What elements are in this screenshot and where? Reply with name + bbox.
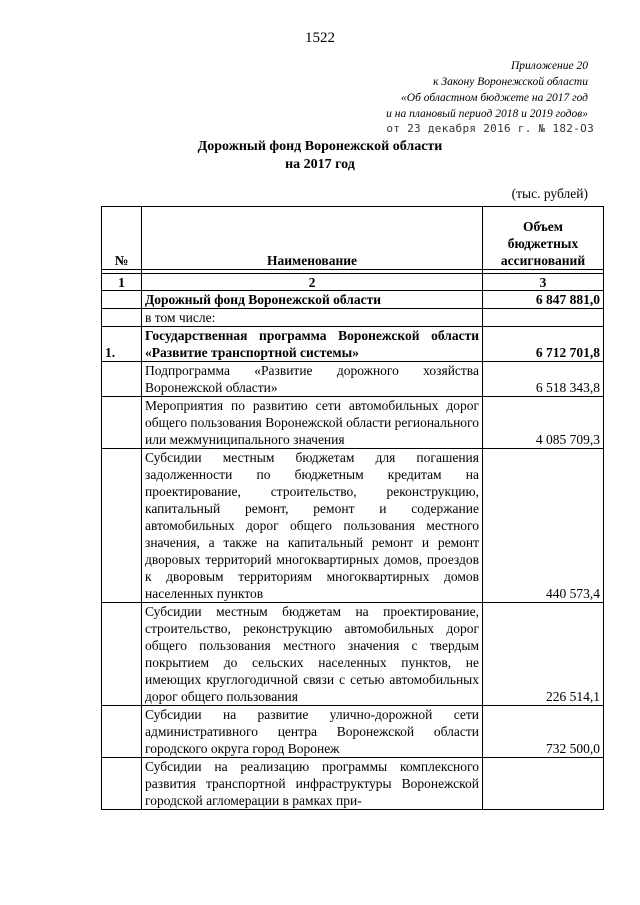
units-label: (тыс. рублей) xyxy=(511,186,588,201)
title-line-2: на 2017 год xyxy=(285,157,355,172)
appendix-line-3: «Об областном бюджете на 2017 год xyxy=(401,92,588,104)
title-line-1: Дорожный фонд Воронежской области xyxy=(197,139,443,154)
table-row xyxy=(102,449,604,603)
row-number xyxy=(102,758,142,810)
document-title xyxy=(0,138,640,174)
row-value xyxy=(483,758,604,810)
row-name: Мероприятия по развитию сети автомобильных дорог общего пользования Воронежской области регионального или межмуниципального значения xyxy=(142,397,483,449)
table-header-row xyxy=(102,207,604,270)
column-numbers-row xyxy=(102,274,604,291)
table-row xyxy=(102,397,604,449)
table-row xyxy=(102,291,604,309)
row-number xyxy=(102,449,142,603)
table-row xyxy=(102,362,604,397)
row-name: Субсидии местным бюджетам на проектирование, строительство, реконструкцию автомобильных дорог общего пользования местного значения с твердым покрытием до сельских населенных пунктов, не имеющих круглогодичной связи с сетью автомобильных дорог общего пользования xyxy=(142,603,483,706)
header-volume xyxy=(483,207,604,270)
table-row xyxy=(102,603,604,706)
column-number-1: 1 xyxy=(102,274,142,291)
row-number xyxy=(102,397,142,449)
appendix-block xyxy=(386,58,588,122)
row-value xyxy=(483,309,604,327)
row-number xyxy=(102,362,142,397)
row-value: 6 712 701,8 xyxy=(483,327,604,362)
table-row xyxy=(102,309,604,327)
row-value: 732 500,0 xyxy=(483,706,604,758)
column-number-2: 2 xyxy=(142,274,483,291)
row-name: Субсидии на реализацию программы комплексного развития транспортной инфраструктуры Воронежской городской агломерации в рамках при- xyxy=(142,758,483,810)
row-value: 440 573,4 xyxy=(483,449,604,603)
table-row xyxy=(102,706,604,758)
row-number xyxy=(102,291,142,309)
row-value: 6 518 343,8 xyxy=(483,362,604,397)
row-number: 1. xyxy=(102,327,142,362)
table-row xyxy=(102,327,604,362)
row-number xyxy=(102,603,142,706)
header-volume-line-2: бюджетных xyxy=(507,236,579,251)
row-number xyxy=(102,706,142,758)
column-number-3: 3 xyxy=(483,274,604,291)
appendix-line-4: и на плановый период 2018 и 2019 годов» xyxy=(386,108,588,120)
page-number: 1522 xyxy=(305,30,335,46)
header-volume-line-3: ассигнований xyxy=(500,253,586,268)
table-row xyxy=(102,758,604,810)
header-number: № xyxy=(102,207,142,270)
row-name: Государственная программа Воронежской области «Развитие транспортной системы» xyxy=(142,327,483,362)
row-value: 226 514,1 xyxy=(483,603,604,706)
law-date-stamp: от 23 декабря 2016 г. № 182-ОЗ xyxy=(386,122,594,135)
row-name: Подпрограмма «Развитие дорожного хозяйства Воронежской области» xyxy=(142,362,483,397)
row-value: 6 847 881,0 xyxy=(483,291,604,309)
appendix-line-2: к Закону Воронежской области xyxy=(433,76,588,88)
row-name: в том числе: xyxy=(142,309,483,327)
row-name: Субсидии на развитие улично-дорожной сети административного центра Воронежской области городского округа город Воронеж xyxy=(142,706,483,758)
row-value: 4 085 709,3 xyxy=(483,397,604,449)
row-number xyxy=(102,309,142,327)
row-name: Субсидии местным бюджетам для погашения задолженности по бюджетным кредитам на проектирование, строительство, реконструкцию, капитальный ремонт, ремонт и содержание автомобильных дорог общего пользования местного значения, а также на капитальный ремонт и ремонт дворовых территорий многоквартирных домов, проездов к дворовым территориям многоквартирных домов населенных пунктов xyxy=(142,449,483,603)
header-name: Наименование xyxy=(142,207,483,270)
appendix-line-1: Приложение 20 xyxy=(510,60,588,72)
header-volume-line-1: Объем xyxy=(523,219,563,234)
row-name: Дорожный фонд Воронежской области xyxy=(142,291,483,309)
road-fund-table xyxy=(101,206,604,810)
